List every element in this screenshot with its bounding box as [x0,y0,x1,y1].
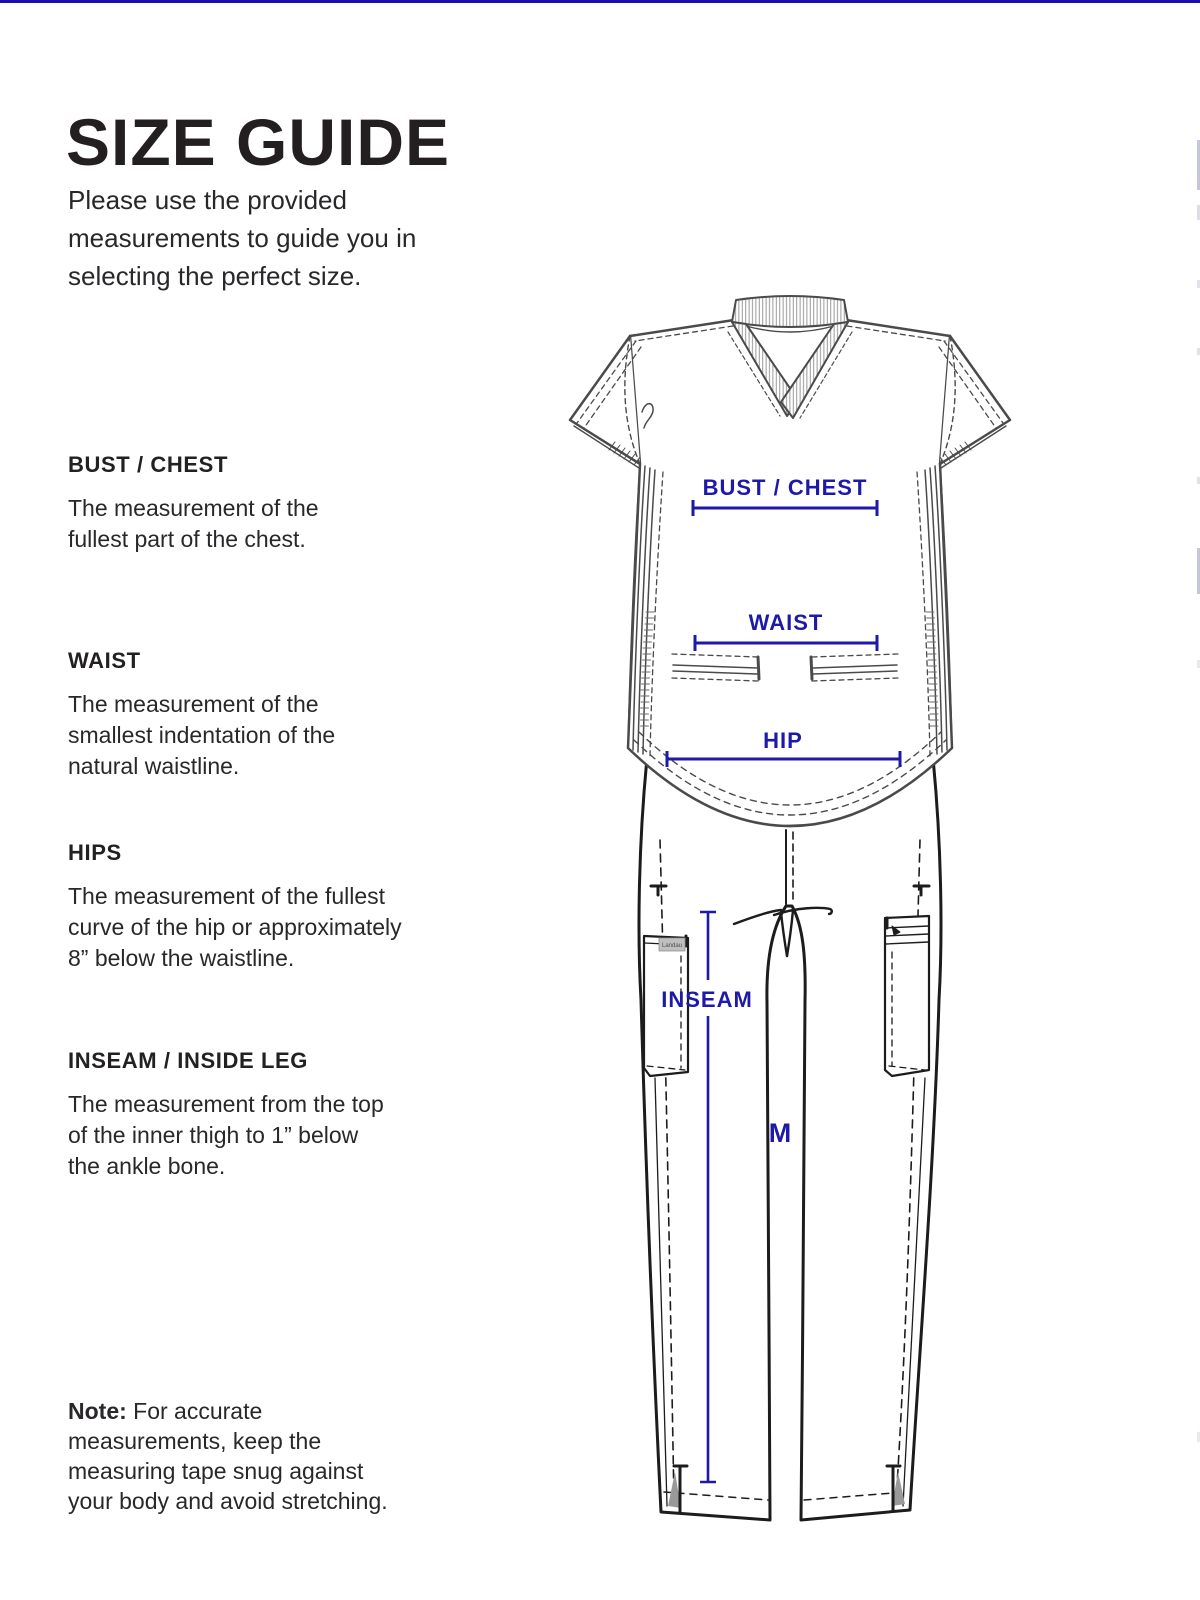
section-heading: HIPS [68,840,122,865]
body-line: smallest indentation of the [68,722,336,748]
inseam-measurement-label: INSEAM [661,987,753,1012]
section-heading: BUST / CHEST [68,452,228,477]
body-line: The measurement of the fullest [68,883,386,909]
garment-diagram-svg [540,280,1040,1550]
note-label: Note: [68,1398,127,1424]
section-body [68,1089,384,1182]
note-line: measurements, keep the [68,1428,322,1454]
note-text [68,1396,388,1516]
waist-measurement-label: WAIST [748,610,824,635]
bust-measurement-label: BUST / CHEST [702,475,868,500]
right-cargo-pocket [885,916,929,1076]
section-body [68,689,335,782]
hip-measurement-label: HIP [763,728,803,753]
section-body [68,493,319,555]
body-line: The measurement of the [68,691,319,717]
note-line: your body and avoid stretching. [68,1488,388,1514]
section-body [68,881,402,974]
body-line: 8” below the waistline. [68,945,295,971]
note-line: Note: For accurate [68,1398,263,1424]
intro-line: Please use the provided [68,185,347,215]
brand-tag-label: Landau [661,943,683,949]
body-line: the ankle bone. [68,1153,226,1179]
body-line: natural waistline. [68,753,240,779]
body-line: of the inner thigh to 1” below [68,1122,359,1148]
size-marker-label: M [768,1118,792,1148]
section-hips [68,840,402,974]
section-bust-chest [68,452,319,555]
left-sleeve [570,336,641,468]
section-inseam [68,1048,384,1182]
section-heading: WAIST [68,648,141,673]
intro-line: selecting the perfect size. [68,261,362,291]
section-waist [68,648,335,782]
section-heading: INSEAM / INSIDE LEG [68,1048,308,1073]
body-line: curve of the hip or approximately [68,914,402,940]
right-sleeve [939,336,1010,468]
note-line: measuring tape snug against [68,1458,364,1484]
garment-measurement-diagram [540,280,1040,1550]
top-divider-rule [0,0,1200,3]
body-line: The measurement from the top [68,1091,384,1117]
page-title: SIZE GUIDE [66,105,451,180]
body-line: The measurement of the [68,495,319,521]
intro-text [68,181,416,295]
body-line: fullest part of the chest. [68,526,306,552]
intro-line: measurements to guide you in [68,223,417,253]
